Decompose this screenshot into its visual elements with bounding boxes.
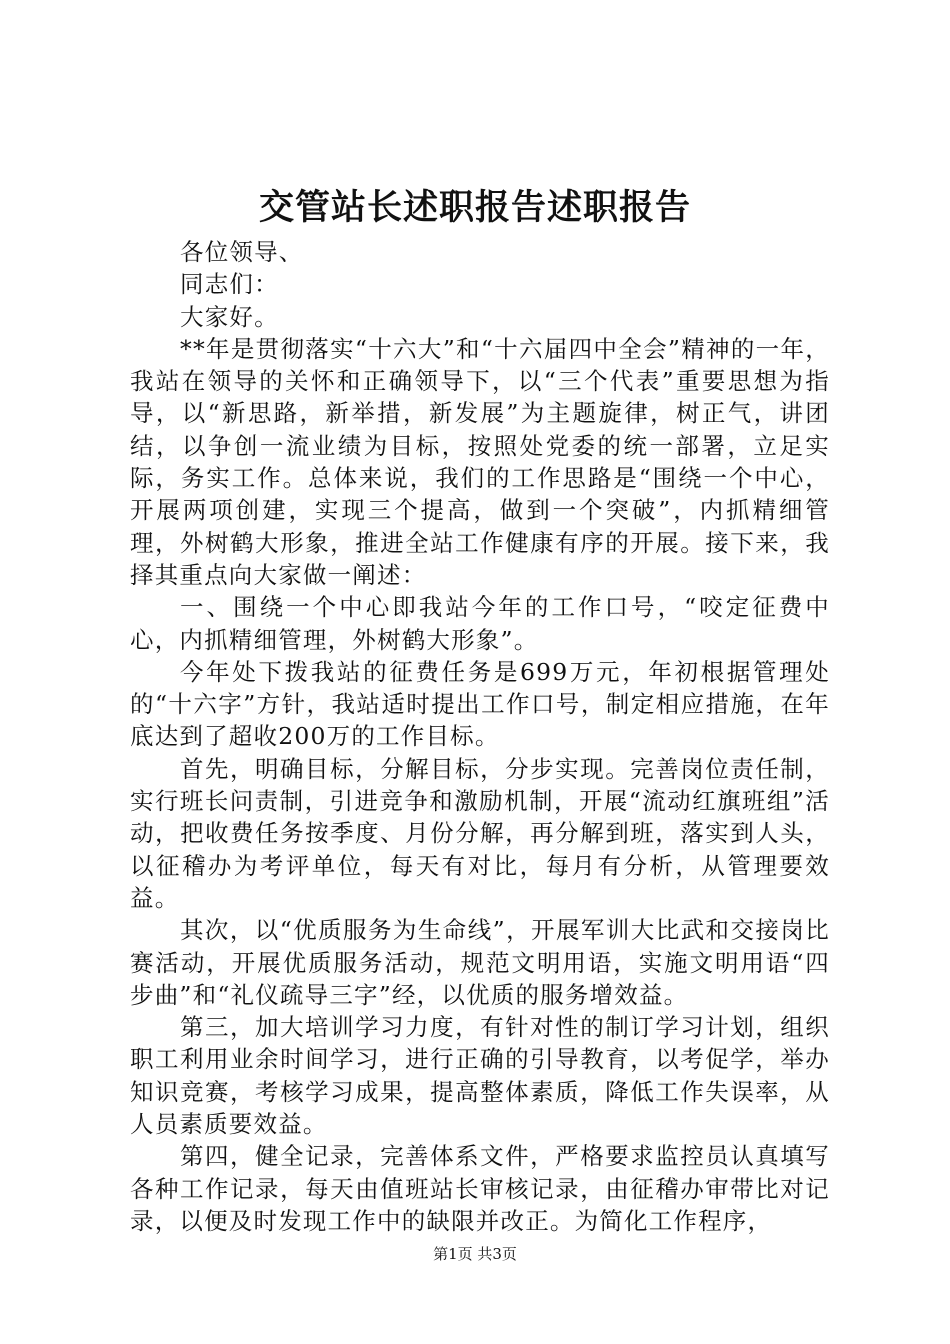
paragraph-second: 其次，以“优质服务为生命线”，开展军训大比武和交接岗比赛活动，开展优质服务活动，规范文明用语，实施文明用语“四步曲”和“礼仪疏导三字”经，以优质的服务增效益。: [130, 916, 830, 1009]
paragraph-task: 今年处下拨我站的征费任务是699万元，年初根据管理处的“十六字”方针，我站适时提出工作口号，制定相应措施，在年底达到了超收200万的工作目标。: [130, 657, 830, 751]
salutation-comrades: 同志们：: [180, 270, 279, 299]
greeting: 大家好。: [180, 302, 279, 331]
paragraph-third: 第三，加大培训学习力度，有针对性的制订学习计划，组织职工利用业余时间学习，进行正确的引导教育，以考促学，举办知识竞赛，考核学习成果，提高整体素质，降低工作失误率，从人员素质要效益。: [130, 1013, 830, 1139]
page-footer: 第1页 共3页: [433, 1245, 517, 1263]
paragraph-section-one: 一、围绕一个中心即我站今年的工作口号，“咬定征费中心，内抓精细管理，外树鹤大形象”。: [130, 593, 830, 654]
paragraph-intro: **年是贯彻落实“十六大”和“十六届四中全会”精神的一年，我站在领导的关怀和正确领导下，以“三个代表”重要思想为指导，以“新思路，新举措，新发展”为主题旋律，树正气，讲团结，以争创一流业绩为目标，按照处党委的统一部署，立足实际，务实工作。总体来说，我们的工作思路是“围绕一个中心，开展两项创建，实现三个提高，做到一个突破”，内抓精细管理，外树鹤大形象，推进全站工作健康有序的开展。接下来，我择其重点向大家做一阐述：: [130, 334, 830, 589]
paragraph-fourth: 第四，健全记录，完善体系文件，严格要求监控员认真填写各种工作记录，每天由值班站长审核记录，由征稽办审带比对记录，以便及时发现工作中的缺限并改正。为简化工作程序，: [130, 1142, 830, 1235]
salutation-leaders: 各位领导、: [180, 238, 304, 266]
document-title: 交管站长述职报告述职报告: [258, 187, 691, 228]
paragraph-first: 首先，明确目标，分解目标，分步实现。完善岗位责任制，实行班长问责制，引进竞争和激励机制，开展“流动红旗班组”活动，把收费任务按季度、月份分解，再分解到班，落实到人头，以征稽办为考评单位，每天有对比，每月有分析，从管理要效益。: [130, 754, 830, 912]
document-body: [130, 236, 830, 1237]
